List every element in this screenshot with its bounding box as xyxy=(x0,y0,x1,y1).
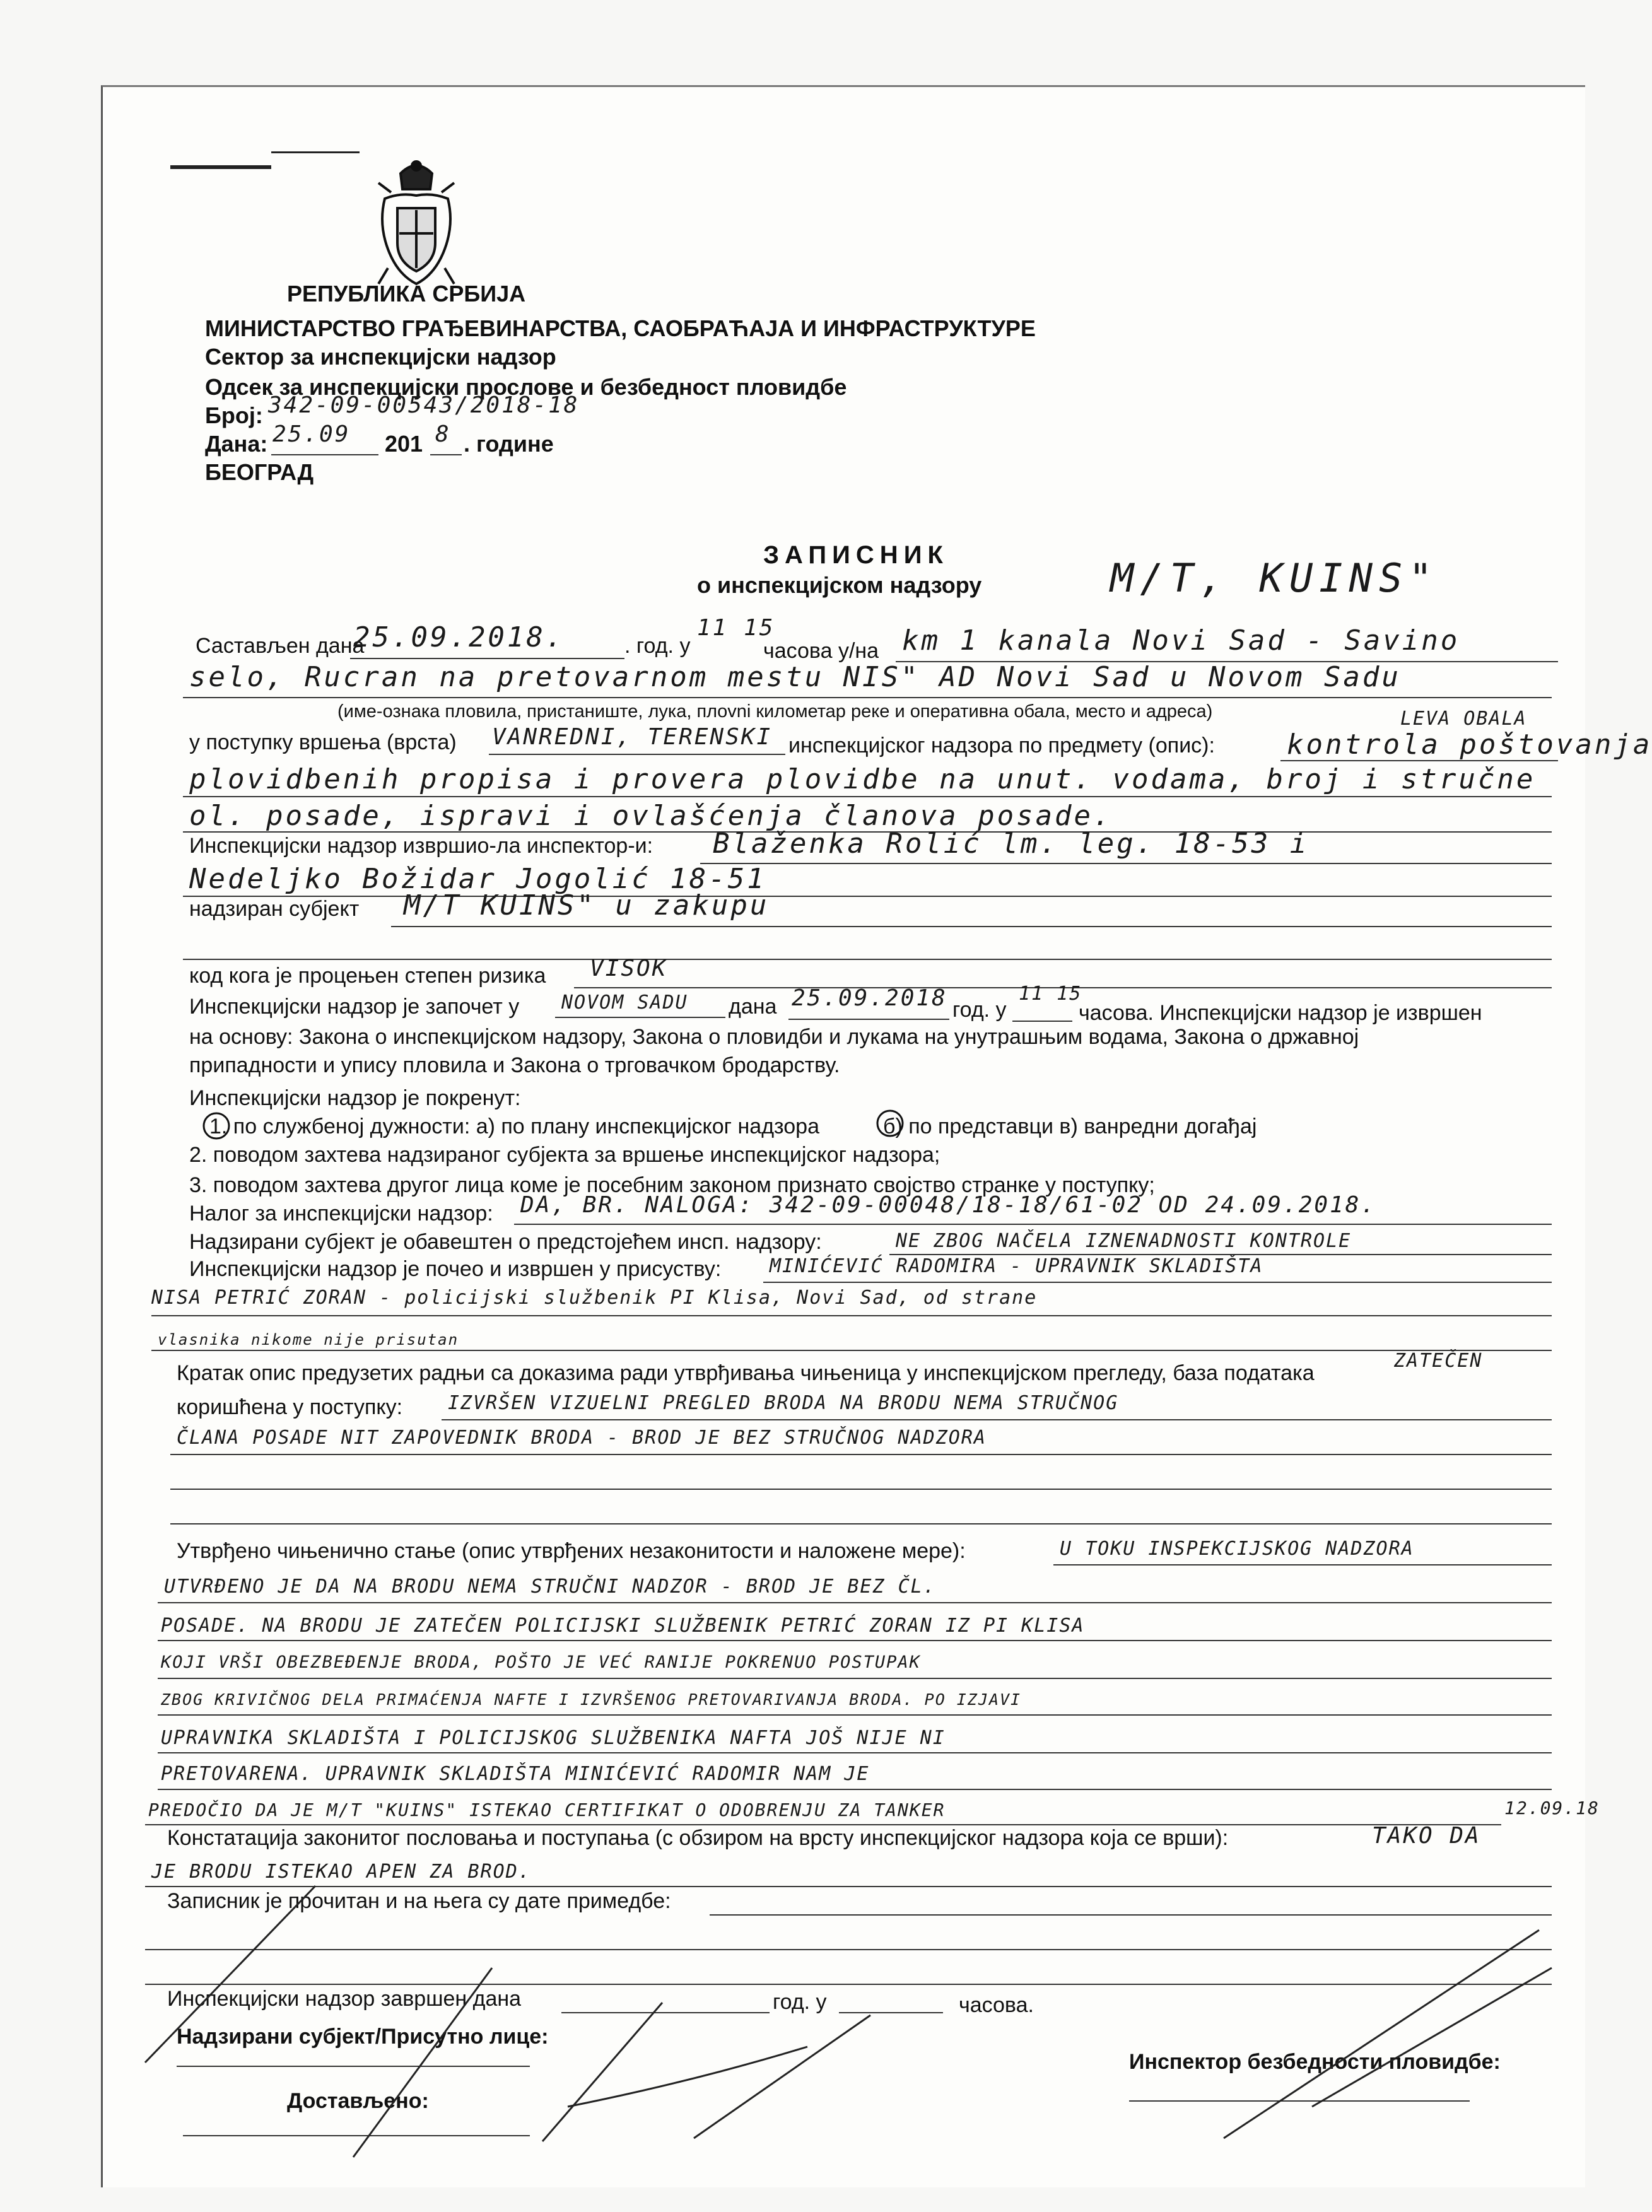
subject-value-1: kontrola poštovanja xyxy=(1287,729,1652,761)
header-year-digit: 8 xyxy=(435,421,451,447)
subject-value-3: ol. posade, ispravi i ovlašćenja članova posade. xyxy=(189,800,1113,832)
brief-value-2: ČLANA POSADE NIT ZAPOVEDNIK BRODA - BROD JE BEZ STRUČNOG NADZORA xyxy=(177,1427,987,1449)
findings-value-4: ZBOG KRIVIČNOG DELA PRIMAĆENJA NAFTE I IZVRŠENOG PRETOVARIVANJA BRODA. PO IZJAVI xyxy=(161,1690,1022,1709)
location-margin: LEVA OBALA xyxy=(1400,708,1527,730)
composed-date: 25.09.2018. xyxy=(353,621,565,653)
header-number-value: 342-09-00543/2018-18 xyxy=(268,392,580,418)
ended-label: Инспекцијски надзор завршен дана xyxy=(167,1987,522,2011)
presence-value-3: vlasnika nikome nije prisutan xyxy=(158,1331,459,1349)
location-line1: km 1 kanala Novi Sad - Savino xyxy=(902,624,1460,657)
composed-year-label: . год. у xyxy=(624,634,691,658)
started-day-label: дана xyxy=(729,995,777,1019)
started-year-label: год. у xyxy=(952,998,1007,1022)
started-date: 25.09.2018 xyxy=(792,985,947,1011)
subject-label: инспекцијског надзора по предмету (опис): xyxy=(788,734,1215,758)
header-department: Одсек за инспекцијски прослове и безбедност пловидбе xyxy=(205,374,847,400)
order-label: Налог за инспекцијски надзор: xyxy=(189,1202,493,1226)
header-republic: РЕПУБЛИКА СРБИЈА xyxy=(287,281,526,307)
inspector-value-2: Nedeljko Božidar Jogolić 18-51 xyxy=(189,863,766,895)
findings-value-0: U TOKU INSPEKCIJSKOG NADZORA xyxy=(1060,1538,1414,1560)
delivered-label: Достављено: xyxy=(287,2089,429,2113)
header-sector: Сектор за инспекцијски надзор xyxy=(205,344,556,370)
location-hint: (име-ознака пловила, пристаниште, лука, плovni километар реке и оперативна обала, место и адреса) xyxy=(337,701,1213,722)
findings-value-7: PREDOČIO DA JE M/T "KUINS" ISTEKAO CERTIFIKAT O ODOBRENJU ZA TANKER xyxy=(148,1799,946,1820)
procedure-label: у поступку вршења (врста) xyxy=(189,730,457,754)
risk-value: VISOK xyxy=(590,956,668,981)
inspector-signature-label: Инспектор безбедности пловидбе: xyxy=(1129,2050,1501,2074)
basis-line-2: припадности и упису пловила и Закона о трговачком бродарству. xyxy=(189,1053,840,1077)
lawful-value-0: TAKO DA xyxy=(1372,1823,1481,1849)
subject-signature-label: Надзирани субјект/Присутно лице: xyxy=(177,2025,549,2049)
serbia-coat-of-arms-icon xyxy=(372,155,460,293)
subject-value-2: plovidbenih propisa i provera plovidbe na unut. vodama, broj i stručne xyxy=(189,763,1536,795)
composed-hour: 11 15 xyxy=(697,615,775,641)
header-date-label: Дана: xyxy=(205,431,268,457)
option-3: 3. поводом захтева другог лица коме је посебним законом признато својство странке у поступку; xyxy=(189,1173,1155,1197)
brief-value-1: IZVRŠEN VIZUELNI PREGLED BRODA NA BRODU NEMA STRUČNOG xyxy=(448,1392,1119,1414)
header-ministry: МИНИСТАРСТВО ГРАЂЕВИНАРСТВА, САОБРАЋАЈА И ИНФРАСТРУКТУРЕ xyxy=(205,315,1036,341)
supervised-value: M/T KUINS" u zakupu xyxy=(404,889,770,922)
inspector-value-1: Blaženka Rolić lm. leg. 18-53 i xyxy=(713,828,1309,860)
brief-label-1: Кратак опис предузетих радњи са доказима ради утврђивања чињеница у инспекцијском прегледу, база података xyxy=(177,1361,1315,1385)
findings-label: Утврђено чињенично стање (опис утврђених незаконитости и наложене мере): xyxy=(177,1539,966,1563)
location-line2: selo, Rucran na pretovarnom mestu NIS" AD Novi Sad u Novom Sadu xyxy=(189,661,1401,693)
started-hours-label: часова. Инспекцијски надзор је извршен xyxy=(1079,1001,1482,1025)
inspector-label: Инспекцијски надзор извршио-ла инспектор-и: xyxy=(189,834,653,858)
ended-hours-label: часова. xyxy=(959,1993,1034,2017)
notified-value: NE ZBOG NAČELA IZNENADNOSTI KONTROLE xyxy=(896,1230,1352,1252)
scan-mark xyxy=(271,151,360,153)
header-number-label: Број: xyxy=(205,402,263,428)
header-city: БЕОГРАД xyxy=(205,459,314,485)
option-1: 1. по службеној дужности: а) по плану инспекцијског надзора xyxy=(209,1115,819,1138)
header-year-suffix: . године xyxy=(464,431,554,457)
started-hour: 11 15 xyxy=(1019,983,1082,1005)
composed-label: Састављен дана xyxy=(196,634,365,658)
initiated-label: Инспекцијски надзор је покренут: xyxy=(189,1086,521,1110)
option-2: 2. поводом захтева надзираног субјекта за вршење инспекцијског надзора; xyxy=(189,1143,940,1167)
read-label: Записник је прочитан и на њега су дате примедбе: xyxy=(167,1889,671,1913)
vessel-name-handwritten: M/T, KUINS" xyxy=(1110,555,1439,601)
lawful-label: Констатација законитог пословања и поступања (с обзиром на врсту инспекцијског надзора која се врши): xyxy=(167,1826,1229,1850)
order-value: DA, BR. NALOGA: 342-09-00048/18-18/61-02 OD 24.09.2018. xyxy=(520,1192,1377,1218)
lawful-value-1: JE BRODU ISTEKAO APEN ZA BROD. xyxy=(151,1861,531,1883)
procedure-value: VANREDNI, TERENSKI xyxy=(492,724,773,750)
presence-value-1: MINIĆEVIĆ RADOMIRA - UPRAVNIK SKLADIŠTA xyxy=(770,1255,1263,1277)
presence-value-4: ZATEČEN xyxy=(1394,1350,1483,1372)
findings-value-1: UTVRĐENO JE DA NA BRODU NEMA STRUČNI NADZOR - BROD JE BEZ ČL. xyxy=(164,1576,936,1598)
document-title: ЗАПИСНИК xyxy=(763,541,949,569)
findings-margin: 12.09.18 xyxy=(1504,1798,1600,1818)
ended-year-label: год. у xyxy=(773,1990,827,2014)
scan-mark xyxy=(170,165,271,169)
header-year-prefix: 201 xyxy=(385,431,423,457)
findings-value-5: UPRAVNIKA SKLADIŠTA I POLICIJSKOG SLUŽBENIKA NAFTA JOŠ NIJE NI xyxy=(161,1727,946,1749)
findings-value-2: POSADE. NA BRODU JE ZATEČEN POLICIJSKI SLUŽBENIK PETRIĆ ZORAN IZ PI KLISA xyxy=(161,1615,1085,1637)
composed-hours-label: часова у/на xyxy=(763,639,879,663)
risk-label: код кога је процењен степен ризика xyxy=(189,964,546,988)
brief-label-2: коришћена у поступку: xyxy=(177,1395,403,1419)
presence-label: Инспекцијски надзор је почео и извршен у присуству: xyxy=(189,1257,722,1281)
presence-value-2: NISA PETRIĆ ZORAN - policijski službenik PI Klisa, Novi Sad, od strane xyxy=(151,1287,1038,1309)
notified-label: Надзирани субјект је обавештен о предстојећем инсп. надзору: xyxy=(189,1230,822,1254)
basis-line-1: на основу: Закона о инспекцијском надзору, Закона о пловидби и лукама на унутрашњим водама, Закона о државној xyxy=(189,1025,1359,1049)
option-1b: б) по представци в) ванредни догађај xyxy=(883,1115,1257,1138)
started-place: NOVOM SADU xyxy=(561,992,688,1014)
started-label: Инспекцијски надзор је започет у xyxy=(189,995,520,1019)
document-subtitle: о инспекцијском надзору xyxy=(697,572,982,598)
supervised-label: надзиран субјект xyxy=(189,897,360,921)
findings-value-6: PRETOVARENA. UPRAVNIK SKLADIŠTA MINIĆEVIĆ RADOMIR NAM JE xyxy=(161,1763,870,1785)
findings-value-3: KOJI VRŠI OBEZBEĐENJE BRODA, POŠTO JE VEĆ RANIJE POKRENUO POSTUPAK xyxy=(161,1653,921,1672)
header-date-value: 25.09 xyxy=(272,421,351,447)
